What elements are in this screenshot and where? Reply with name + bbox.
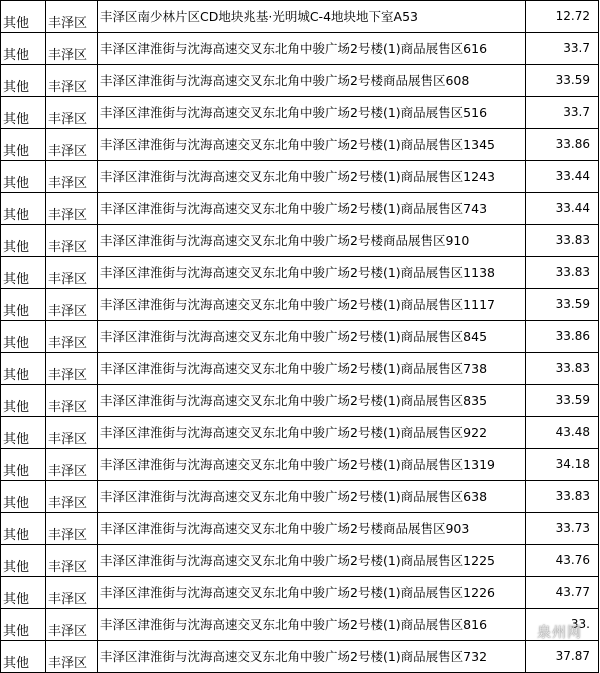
location-cell: 丰泽区津淮街与沈海高速交叉东北角中骏广场2号楼(1)商品展售区732 xyxy=(98,641,526,673)
table-row xyxy=(1,97,599,129)
category-cell: 其他 xyxy=(1,385,46,417)
location-cell: 丰泽区津淮街与沈海高速交叉东北角中骏广场2号楼商品展售区608 xyxy=(98,65,526,97)
district-cell: 丰泽区 xyxy=(46,353,98,385)
watermark: 泉州网 xyxy=(537,625,582,641)
district-cell: 丰泽区 xyxy=(46,385,98,417)
table-row xyxy=(1,417,599,449)
category-cell: 其他 xyxy=(1,33,46,65)
district-cell: 丰泽区 xyxy=(46,321,98,353)
district-cell: 丰泽区 xyxy=(46,65,98,97)
district-cell: 丰泽区 xyxy=(46,129,98,161)
table-row xyxy=(1,289,599,321)
category-cell: 其他 xyxy=(1,481,46,513)
value-cell: 33.7 xyxy=(526,97,599,129)
location-cell: 丰泽区津淮街与沈海高速交叉东北角中骏广场2号楼商品展售区903 xyxy=(98,513,526,545)
table-row xyxy=(1,1,599,33)
category-cell: 其他 xyxy=(1,353,46,385)
value-cell: 33.59 xyxy=(526,289,599,321)
location-cell: 丰泽区津淮街与沈海高速交叉东北角中骏广场2号楼(1)商品展售区1243 xyxy=(98,161,526,193)
location-cell: 丰泽区津淮街与沈海高速交叉东北角中骏广场2号楼(1)商品展售区1226 xyxy=(98,577,526,609)
category-cell: 其他 xyxy=(1,129,46,161)
district-cell: 丰泽区 xyxy=(46,289,98,321)
table-row xyxy=(1,609,599,641)
district-cell: 丰泽区 xyxy=(46,97,98,129)
district-cell: 丰泽区 xyxy=(46,193,98,225)
category-cell: 其他 xyxy=(1,193,46,225)
table-row xyxy=(1,641,599,673)
category-cell: 其他 xyxy=(1,609,46,641)
location-cell: 丰泽区津淮街与沈海高速交叉东北角中骏广场2号楼(1)商品展售区1345 xyxy=(98,129,526,161)
table-body xyxy=(1,1,599,673)
table-row xyxy=(1,257,599,289)
district-cell: 丰泽区 xyxy=(46,417,98,449)
table-row xyxy=(1,353,599,385)
table-row xyxy=(1,161,599,193)
location-cell: 丰泽区津淮街与沈海高速交叉东北角中骏广场2号楼(1)商品展售区638 xyxy=(98,481,526,513)
value-cell: 33. xyxy=(526,609,599,641)
table-row xyxy=(1,129,599,161)
location-cell: 丰泽区津淮街与沈海高速交叉东北角中骏广场2号楼(1)商品展售区1225 xyxy=(98,545,526,577)
location-cell: 丰泽区津淮街与沈海高速交叉东北角中骏广场2号楼商品展售区910 xyxy=(98,225,526,257)
location-cell: 丰泽区津淮街与沈海高速交叉东北角中骏广场2号楼(1)商品展售区922 xyxy=(98,417,526,449)
table-row xyxy=(1,481,599,513)
category-cell: 其他 xyxy=(1,449,46,481)
value-cell: 33.44 xyxy=(526,161,599,193)
value-cell: 33.44 xyxy=(526,193,599,225)
table-row xyxy=(1,513,599,545)
category-cell: 其他 xyxy=(1,257,46,289)
category-cell: 其他 xyxy=(1,289,46,321)
value-cell: 43.76 xyxy=(526,545,599,577)
location-cell: 丰泽区津淮街与沈海高速交叉东北角中骏广场2号楼(1)商品展售区516 xyxy=(98,97,526,129)
value-cell: 33.86 xyxy=(526,129,599,161)
category-cell: 其他 xyxy=(1,321,46,353)
table-row xyxy=(1,225,599,257)
district-cell: 丰泽区 xyxy=(46,225,98,257)
table-row xyxy=(1,33,599,65)
table-row xyxy=(1,193,599,225)
district-cell: 丰泽区 xyxy=(46,33,98,65)
category-cell: 其他 xyxy=(1,577,46,609)
value-cell: 34.18 xyxy=(526,449,599,481)
category-cell: 其他 xyxy=(1,97,46,129)
value-cell: 33.86 xyxy=(526,321,599,353)
category-cell: 其他 xyxy=(1,1,46,33)
table-row xyxy=(1,449,599,481)
value-cell: 33.83 xyxy=(526,257,599,289)
value-cell: 37.87 xyxy=(526,641,599,673)
district-cell: 丰泽区 xyxy=(46,257,98,289)
table-row xyxy=(1,321,599,353)
location-cell: 丰泽区津淮街与沈海高速交叉东北角中骏广场2号楼(1)商品展售区1117 xyxy=(98,289,526,321)
district-cell: 丰泽区 xyxy=(46,161,98,193)
value-cell: 33.73 xyxy=(526,513,599,545)
value-cell: 33.59 xyxy=(526,385,599,417)
district-cell: 丰泽区 xyxy=(46,641,98,673)
category-cell: 其他 xyxy=(1,641,46,673)
table-row xyxy=(1,545,599,577)
district-cell: 丰泽区 xyxy=(46,545,98,577)
category-cell: 其他 xyxy=(1,513,46,545)
location-cell: 丰泽区津淮街与沈海高速交叉东北角中骏广场2号楼(1)商品展售区616 xyxy=(98,33,526,65)
value-cell: 33.83 xyxy=(526,225,599,257)
value-cell: 33.83 xyxy=(526,481,599,513)
location-cell: 丰泽区南少林片区CD地块兆基·光明城C-4地块地下室A53 xyxy=(98,1,526,33)
table-row xyxy=(1,65,599,97)
location-cell: 丰泽区津淮街与沈海高速交叉东北角中骏广场2号楼(1)商品展售区835 xyxy=(98,385,526,417)
district-cell: 丰泽区 xyxy=(46,513,98,545)
location-cell: 丰泽区津淮街与沈海高速交叉东北角中骏广场2号楼(1)商品展售区845 xyxy=(98,321,526,353)
category-cell: 其他 xyxy=(1,65,46,97)
category-cell: 其他 xyxy=(1,545,46,577)
district-cell: 丰泽区 xyxy=(46,609,98,641)
district-cell: 丰泽区 xyxy=(46,449,98,481)
value-cell: 33.83 xyxy=(526,353,599,385)
location-cell: 丰泽区津淮街与沈海高速交叉东北角中骏广场2号楼(1)商品展售区816 xyxy=(98,609,526,641)
location-cell: 丰泽区津淮街与沈海高速交叉东北角中骏广场2号楼(1)商品展售区1319 xyxy=(98,449,526,481)
value-cell: 12.72 xyxy=(526,1,599,33)
value-cell: 33.7 xyxy=(526,33,599,65)
category-cell: 其他 xyxy=(1,225,46,257)
location-cell: 丰泽区津淮街与沈海高速交叉东北角中骏广场2号楼(1)商品展售区738 xyxy=(98,353,526,385)
value-cell: 33.59 xyxy=(526,65,599,97)
value-cell: 43.48 xyxy=(526,417,599,449)
location-cell: 丰泽区津淮街与沈海高速交叉东北角中骏广场2号楼(1)商品展售区1138 xyxy=(98,257,526,289)
table-row xyxy=(1,385,599,417)
table-row xyxy=(1,577,599,609)
category-cell: 其他 xyxy=(1,417,46,449)
location-cell: 丰泽区津淮街与沈海高速交叉东北角中骏广场2号楼(1)商品展售区743 xyxy=(98,193,526,225)
district-cell: 丰泽区 xyxy=(46,577,98,609)
value-cell: 43.77 xyxy=(526,577,599,609)
district-cell: 丰泽区 xyxy=(46,1,98,33)
district-cell: 丰泽区 xyxy=(46,481,98,513)
category-cell: 其他 xyxy=(1,161,46,193)
